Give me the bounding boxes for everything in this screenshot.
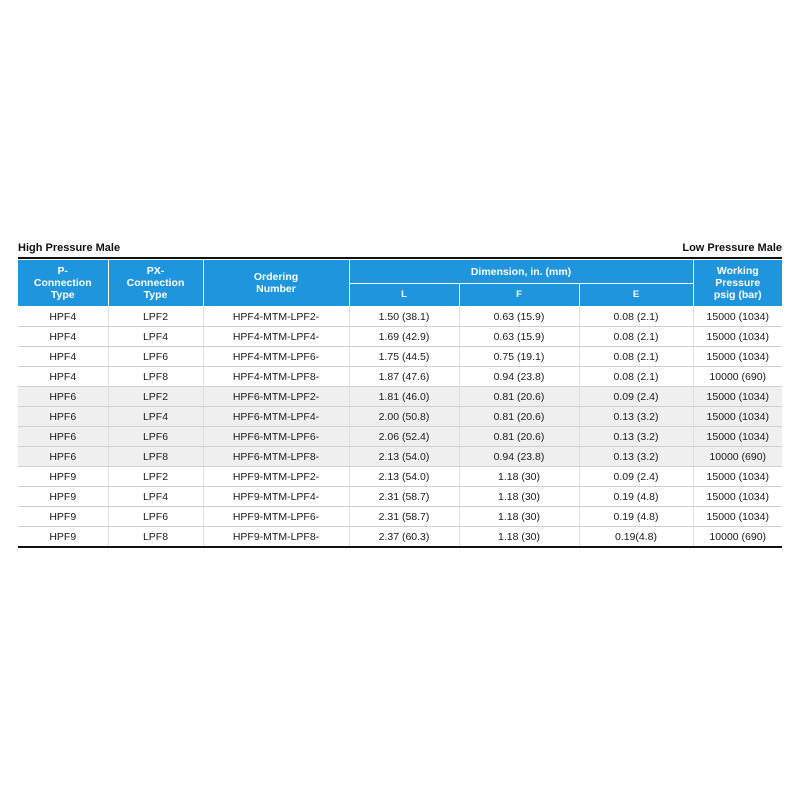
dimension-f-cell: 0.63 (15.9) (459, 307, 579, 327)
ordering-number-cell: HPF6-MTM-LPF4- (203, 407, 349, 427)
dimension-f-header: F (459, 284, 579, 307)
dimension-e-cell: 0.08 (2.1) (579, 347, 693, 367)
dimension-f-cell: 0.81 (20.6) (459, 427, 579, 447)
dimension-f-cell: 1.18 (30) (459, 507, 579, 527)
px-connection-cell: LPF2 (108, 307, 203, 327)
p-connection-cell: HPF9 (18, 507, 108, 527)
p-connection-cell: HPF4 (18, 327, 108, 347)
dimension-f-cell: 1.18 (30) (459, 527, 579, 548)
ordering-number-cell: HPF9-MTM-LPF6- (203, 507, 349, 527)
dimension-f-cell: 0.75 (19.1) (459, 347, 579, 367)
ordering-number-cell: HPF6-MTM-LPF8- (203, 447, 349, 467)
px-connection-cell: LPF8 (108, 367, 203, 387)
dimension-l-cell: 1.81 (46.0) (349, 387, 459, 407)
working-pressure-cell: 10000 (690) (693, 367, 782, 387)
table-row (18, 527, 782, 548)
dimension-e-cell: 0.08 (2.1) (579, 367, 693, 387)
working-pressure-cell: 15000 (1034) (693, 507, 782, 527)
dimension-e-header: E (579, 284, 693, 307)
dimension-l-cell: 1.69 (42.9) (349, 327, 459, 347)
p-connection-cell: HPF6 (18, 427, 108, 447)
p-connection-cell: HPF4 (18, 367, 108, 387)
dimension-l-cell: 2.31 (58.7) (349, 487, 459, 507)
low-pressure-male-label: Low Pressure Male (682, 242, 782, 254)
dimension-f-cell: 0.94 (23.8) (459, 367, 579, 387)
ordering-number-cell: HPF9-MTM-LPF2- (203, 467, 349, 487)
px-connection-cell: LPF6 (108, 507, 203, 527)
px-connection-cell: LPF2 (108, 467, 203, 487)
px-connection-cell: LPF6 (108, 427, 203, 447)
dimension-f-cell: 1.18 (30) (459, 487, 579, 507)
working-pressure-cell: 15000 (1034) (693, 407, 782, 427)
working-pressure-cell: 15000 (1034) (693, 427, 782, 447)
ordering-number-cell: HPF9-MTM-LPF4- (203, 487, 349, 507)
dimension-e-cell: 0.09 (2.4) (579, 467, 693, 487)
p-connection-type-header: P- Connection Type (18, 260, 108, 307)
dimension-l-cell: 1.87 (47.6) (349, 367, 459, 387)
table-row (18, 307, 782, 327)
px-connection-cell: LPF4 (108, 487, 203, 507)
px-connection-cell: LPF2 (108, 387, 203, 407)
table-row (18, 447, 782, 467)
dimension-f-cell: 0.63 (15.9) (459, 327, 579, 347)
dimension-e-cell: 0.13 (3.2) (579, 427, 693, 447)
dimension-e-cell: 0.19 (4.8) (579, 507, 693, 527)
table-body (18, 307, 782, 548)
high-pressure-male-label: High Pressure Male (18, 242, 121, 254)
working-pressure-cell: 15000 (1034) (693, 487, 782, 507)
working-pressure-cell: 10000 (690) (693, 527, 782, 548)
working-pressure-cell: 15000 (1034) (693, 347, 782, 367)
px-connection-cell: LPF8 (108, 447, 203, 467)
table-row (18, 367, 782, 387)
dimension-e-cell: 0.13 (3.2) (579, 407, 693, 427)
dimension-e-cell: 0.19(4.8) (579, 527, 693, 548)
p-connection-cell: HPF6 (18, 447, 108, 467)
px-connection-cell: LPF8 (108, 527, 203, 548)
dimension-l-cell: 1.50 (38.1) (349, 307, 459, 327)
p-connection-cell: HPF9 (18, 487, 108, 507)
dimension-l-cell: 2.06 (52.4) (349, 427, 459, 447)
working-pressure-header: Working Pressure psig (bar) (693, 260, 782, 307)
dimension-e-cell: 0.13 (3.2) (579, 447, 693, 467)
dimension-header: Dimension, in. (mm) (349, 260, 693, 284)
dimension-f-cell: 0.81 (20.6) (459, 407, 579, 427)
table-row (18, 427, 782, 447)
dimension-l-cell: 2.13 (54.0) (349, 467, 459, 487)
px-connection-cell: LPF6 (108, 347, 203, 367)
table-row (18, 487, 782, 507)
dimension-l-cell: 2.37 (60.3) (349, 527, 459, 548)
p-connection-cell: HPF6 (18, 387, 108, 407)
ordering-number-cell: HPF6-MTM-LPF2- (203, 387, 349, 407)
table-row (18, 347, 782, 367)
table-row (18, 327, 782, 347)
table-row (18, 467, 782, 487)
fitting-dimensions-table (18, 259, 782, 548)
p-connection-cell: HPF9 (18, 467, 108, 487)
ordering-number-cell: HPF4-MTM-LPF6- (203, 347, 349, 367)
px-connection-type-header: PX- Connection Type (108, 260, 203, 307)
dimension-l-cell: 1.75 (44.5) (349, 347, 459, 367)
table-row (18, 407, 782, 427)
ordering-number-cell: HPF4-MTM-LPF8- (203, 367, 349, 387)
dimension-e-cell: 0.09 (2.4) (579, 387, 693, 407)
ordering-number-cell: HPF9-MTM-LPF8- (203, 527, 349, 548)
table-row (18, 507, 782, 527)
p-connection-cell: HPF4 (18, 347, 108, 367)
p-connection-cell: HPF6 (18, 407, 108, 427)
working-pressure-cell: 15000 (1034) (693, 387, 782, 407)
working-pressure-cell: 15000 (1034) (693, 307, 782, 327)
dimension-e-cell: 0.08 (2.1) (579, 307, 693, 327)
dimension-e-cell: 0.19 (4.8) (579, 487, 693, 507)
ordering-number-cell: HPF4-MTM-LPF2- (203, 307, 349, 327)
table-row (18, 387, 782, 407)
px-connection-cell: LPF4 (108, 407, 203, 427)
dimension-l-cell: 2.13 (54.0) (349, 447, 459, 467)
working-pressure-cell: 15000 (1034) (693, 327, 782, 347)
working-pressure-cell: 15000 (1034) (693, 467, 782, 487)
dimension-l-header: L (349, 284, 459, 307)
p-connection-cell: HPF9 (18, 527, 108, 548)
p-connection-cell: HPF4 (18, 307, 108, 327)
working-pressure-cell: 10000 (690) (693, 447, 782, 467)
dimension-f-cell: 0.81 (20.6) (459, 387, 579, 407)
dimension-l-cell: 2.00 (50.8) (349, 407, 459, 427)
dimension-f-cell: 1.18 (30) (459, 467, 579, 487)
dimension-f-cell: 0.94 (23.8) (459, 447, 579, 467)
dimension-l-cell: 2.31 (58.7) (349, 507, 459, 527)
px-connection-cell: LPF4 (108, 327, 203, 347)
dimension-e-cell: 0.08 (2.1) (579, 327, 693, 347)
ordering-number-header: Ordering Number (203, 260, 349, 307)
ordering-number-cell: HPF6-MTM-LPF6- (203, 427, 349, 447)
ordering-number-cell: HPF4-MTM-LPF4- (203, 327, 349, 347)
